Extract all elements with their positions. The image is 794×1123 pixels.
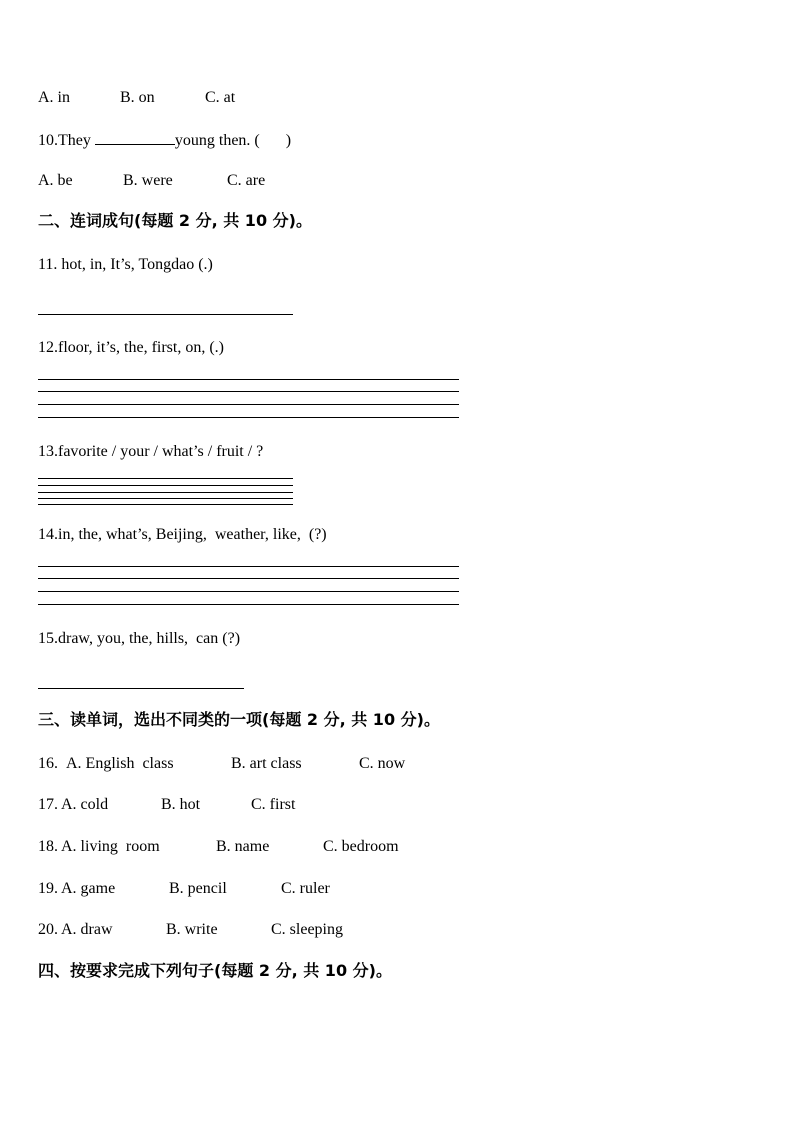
q18-number: 18. bbox=[38, 838, 58, 855]
q19-option-a: A. game bbox=[61, 880, 116, 897]
q18-option-b: B. name bbox=[216, 838, 270, 855]
q10-text-after: young then. ( bbox=[174, 132, 260, 149]
q19-option-b: B. pencil bbox=[169, 880, 227, 897]
q17-option-c: C. first bbox=[251, 796, 296, 813]
q20-option-b: B. write bbox=[166, 921, 218, 938]
q17-option-b: B. hot bbox=[161, 796, 201, 813]
q16-option-b: B. art class bbox=[231, 755, 302, 772]
q18-option-a: A. living room bbox=[61, 838, 160, 855]
q15-prompt: 15.draw, you, the, hills, can (?) bbox=[38, 630, 241, 647]
q16-option-c: C. now bbox=[359, 755, 406, 772]
answer-line[interactable] bbox=[38, 578, 459, 579]
q9-option-c: C. at bbox=[205, 89, 236, 106]
q10-option-c: C. are bbox=[227, 172, 266, 189]
q10-question bbox=[38, 130, 291, 151]
q20-number: 20. bbox=[38, 921, 58, 938]
q20-option-c: C. sleeping bbox=[271, 921, 343, 938]
answer-line[interactable] bbox=[38, 492, 293, 493]
q10-number: 10. bbox=[38, 132, 58, 149]
q14-prompt: 14.in, the, what’s, Beijing, weather, like, (?) bbox=[38, 526, 327, 543]
answer-line[interactable] bbox=[38, 485, 293, 486]
answer-line[interactable] bbox=[38, 391, 459, 392]
q19-option-c: C. ruler bbox=[281, 880, 330, 897]
q18-option-c: C. bedroom bbox=[323, 838, 399, 855]
section2-heading: 二、连词成句(每题 2 分, 共 10 分)。 bbox=[38, 211, 312, 230]
answer-line[interactable] bbox=[38, 566, 459, 567]
section3-heading: 三、读单词，选出不同类的一项(每题 2 分, 共 10 分)。 bbox=[38, 710, 440, 729]
answer-line[interactable] bbox=[38, 604, 459, 605]
q17-option-a: A. cold bbox=[61, 796, 109, 813]
q16-number: 16. bbox=[38, 755, 58, 772]
q10-option-b: B. were bbox=[123, 172, 173, 189]
q17-number: 17. bbox=[38, 796, 58, 813]
q9-option-b: B. on bbox=[120, 89, 155, 106]
answer-line[interactable] bbox=[38, 498, 293, 499]
q11-answer-line[interactable] bbox=[38, 314, 293, 315]
q13-prompt: 13.favorite / your / what’s / fruit / ? bbox=[38, 443, 264, 460]
answer-line[interactable] bbox=[38, 504, 293, 505]
q10-text-before: They bbox=[58, 132, 95, 149]
q15-answer-line[interactable] bbox=[38, 688, 244, 689]
q9-option-a: A. in bbox=[38, 89, 70, 106]
answer-line[interactable] bbox=[38, 591, 459, 592]
q16-option-a: A. English class bbox=[66, 755, 174, 772]
q12-prompt: 12.floor, it’s, the, first, on, (.) bbox=[38, 339, 224, 356]
q10-blank[interactable] bbox=[95, 130, 175, 145]
answer-line[interactable] bbox=[38, 404, 459, 405]
answer-line[interactable] bbox=[38, 379, 459, 380]
q10-paren-close: ) bbox=[285, 132, 292, 149]
q19-number: 19. bbox=[38, 880, 58, 897]
section4-heading: 四、按要求完成下列句子(每题 2 分, 共 10 分)。 bbox=[38, 961, 392, 980]
q10-option-a: A. be bbox=[38, 172, 73, 189]
answer-line[interactable] bbox=[38, 417, 459, 418]
answer-line[interactable] bbox=[38, 478, 293, 479]
q20-option-a: A. draw bbox=[61, 921, 113, 938]
q11-prompt: 11. hot, in, It’s, Tongdao (.) bbox=[38, 256, 213, 273]
